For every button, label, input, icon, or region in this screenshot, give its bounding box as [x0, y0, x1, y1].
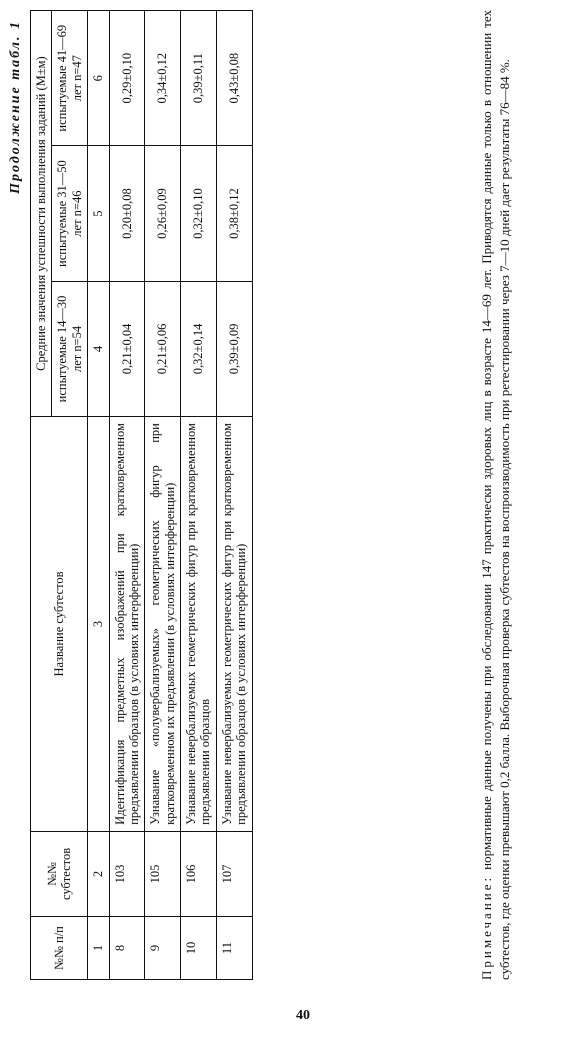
table-row	[181, 11, 217, 980]
header-row-number: №№ п/п	[31, 917, 88, 980]
value-age-14-30: 0,32±0,14	[181, 281, 217, 416]
value-age-31-50: 0,26±0,09	[145, 146, 181, 281]
value-age-41-69: 0,39±0,11	[181, 11, 217, 146]
column-number: 3	[88, 417, 109, 832]
value-age-41-69: 0,29±0,10	[109, 11, 145, 146]
header-subtest-number: №№ субтестов	[31, 831, 88, 916]
subtest-code: 107	[216, 831, 252, 916]
value-age-31-50: 0,38±0,12	[216, 146, 252, 281]
row-number: 8	[109, 917, 145, 980]
subtest-name: Узнавание невербализуемых геометрических фигур при кратковременном предъявлении образцов (в условиях интерференции)	[216, 417, 252, 832]
value-age-14-30: 0,21±0,06	[145, 281, 181, 416]
header-subtest-name: Название субтестов	[31, 417, 88, 832]
column-number: 6	[88, 11, 109, 146]
value-age-31-50: 0,20±0,08	[109, 146, 145, 281]
value-age-41-69: 0,34±0,12	[145, 11, 181, 146]
column-number: 4	[88, 281, 109, 416]
subtest-name: Идентификация предметных изображений при кратковременном предъявлении образцов (в условиях интерференции)	[109, 417, 145, 832]
subtest-table	[30, 10, 253, 980]
table-row	[216, 11, 252, 980]
table-note	[478, 10, 513, 980]
table-row	[145, 11, 181, 980]
table-caption: Продолжение табл. 1	[8, 20, 23, 194]
subtest-code: 105	[145, 831, 181, 916]
row-number: 10	[181, 917, 217, 980]
note-text: нормативные данные получены при обследовании 147 практически здоровых лиц в возрасте 14—69 лет. Приводятся данные только в отношении тех субтестов, где оценки превышают 0,2 балла. Выборочная проверка субтестов на воспроизводимость при ретестировании через 7—10 дней дает результаты 76—84 %.	[479, 10, 512, 980]
column-number: 2	[88, 831, 109, 916]
header-age-41-69: испытуемые 41—69 лет n=47	[52, 11, 88, 146]
subtest-name: Узнавание «полувербализуемых» геометрических фигур при кратковременном их предъявлении (в условиях интерференции)	[145, 417, 181, 832]
value-age-14-30: 0,21±0,04	[109, 281, 145, 416]
page-number: 40	[296, 1008, 310, 1023]
header-age-31-50: испытуемые 31—50 лет n=46	[52, 146, 88, 281]
column-number: 1	[88, 917, 109, 980]
header-age-14-30: испытуемые 14—30 лет n=54	[52, 281, 88, 416]
note-lead: Примечание:	[479, 874, 494, 980]
subtest-code: 106	[181, 831, 217, 916]
subtest-name: Узнавание невербализуемых геометрических фигур при кратковременном предъявлении образцов	[181, 417, 217, 832]
value-age-41-69: 0,43±0,08	[216, 11, 252, 146]
row-number: 9	[145, 917, 181, 980]
value-age-31-50: 0,32±0,10	[181, 146, 217, 281]
header-group-means: Средние значения успешности выполнения заданий (M±м)	[31, 11, 52, 417]
subtest-code: 103	[109, 831, 145, 916]
column-number: 5	[88, 146, 109, 281]
value-age-14-30: 0,39±0,09	[216, 281, 252, 416]
table-row	[109, 11, 145, 980]
row-number: 11	[216, 917, 252, 980]
